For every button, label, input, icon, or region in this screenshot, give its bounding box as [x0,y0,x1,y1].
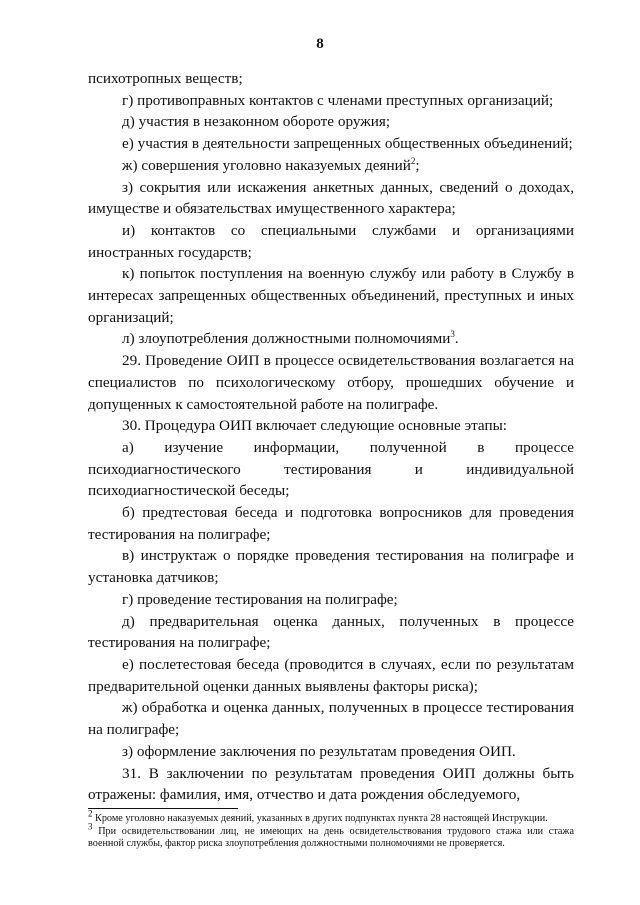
paragraph [88,328,574,350]
footnote-mark: 2 [88,808,93,819]
paragraph-text: в) инструктаж о порядке проведения тестирования на полиграфе и установка датчиков; [88,547,574,587]
paragraph-text: д) участия в незаконном обороте оружия; [122,113,391,131]
paragraph [88,111,574,133]
footnote-reference: 3 [450,329,455,340]
paragraph [88,697,574,740]
paragraph [88,177,574,220]
paragraph-text: б) предтестовая беседа и подготовка вопросников для проведения тестирования на полиграфе; [88,504,574,543]
paragraph [88,263,574,328]
footnote-mark: 3 [88,821,93,832]
paragraph-text: 31. В заключении по результатам проведения ОИП должны быть отражены: фамилия, имя, отчество и дата рождения обследуемого, [88,764,574,804]
paragraph-text: психотропных веществ; [88,70,243,87]
paragraph-text: 29. Проведение ОИП в процессе освидетельствования возлагается на специалистов по психологическому отбору, прошедших обучение и допущенных к самостоятельной работе на полиграфе. [88,352,574,413]
paragraph [88,133,574,155]
paragraph [88,437,574,502]
paragraph [88,155,574,177]
paragraph-text: д) предварительная оценка данных, полученных в процессе тестирования на полиграфе; [88,612,574,652]
footnote [88,808,574,826]
paragraph [88,502,574,545]
paragraph-text: л) злоупотребления должностными полномочиями [122,330,451,348]
paragraph [88,741,574,763]
paragraph [88,545,574,588]
paragraph-text: з) сокрытия или искажения анкетных данных, сведений о доходах, имуществе и обязательствах имущественного характера; [88,178,574,218]
paragraph-text: и) контактов со специальными службами и организациями иностранных государств; [88,221,574,261]
footnote-separator [88,808,238,809]
paragraph-text: е) послетестовая беседа (проводится в случаях, если по результатам предварительной оценки данных выявлены факторы риска); [88,655,574,695]
paragraph-text: ж) совершения уголовно наказуемых деяний [122,156,411,174]
footnote-reference: 2 [410,155,416,166]
paragraph-text: г) проведение тестирования на полиграфе; [122,590,398,608]
page-number: 8 [316,36,324,52]
paragraph-text: а) изучение информации, полученной в процессе психодиагностического тестирования и индивидуальной психодиагностической беседы; [88,438,574,500]
paragraph [88,415,574,437]
paragraph-text: ж) обработка и оценка данных, полученных в процессе тестирования на полиграфе; [88,699,574,739]
paragraph-text: г) противоправных контактов с членами преступных организаций; [122,91,554,109]
paragraph-text: к) попыток поступления на военную службу или работу в Службу в интересах запрещенных общественных объединений, преступных и иных организаций; [88,265,574,326]
paragraph-text: з) оформление заключения по результатам проведения ОИП. [122,742,516,760]
body-text [88,68,574,806]
footnote-text: Кроме уголовно наказуемых деяний, указанных в других подпунктах пункта 28 настоящей Инструкции. [92,813,548,824]
paragraph [88,220,574,263]
paragraph-text: 30. Процедура ОИП включает следующие основные этапы: [122,417,508,435]
paragraph [88,90,574,112]
paragraph [88,589,574,611]
footnote-text: При освидетельствовании лиц, не имеющих на день освидетельствования трудового стажа или стажа военной службы, фактор риска злоупотребления должностными полномочиями не проверяется. [88,825,574,850]
paragraph [88,611,574,654]
paragraph-punctuation: ; [415,156,420,174]
paragraph [88,763,574,806]
paragraph [88,350,574,415]
paragraph-text: е) участия в деятельности запрещенных общественных объединений; [122,135,573,153]
paragraph [88,68,574,90]
footnotes [88,808,574,851]
paragraph-punctuation: . [454,330,459,348]
paragraph [88,654,574,697]
footnote [88,821,574,851]
